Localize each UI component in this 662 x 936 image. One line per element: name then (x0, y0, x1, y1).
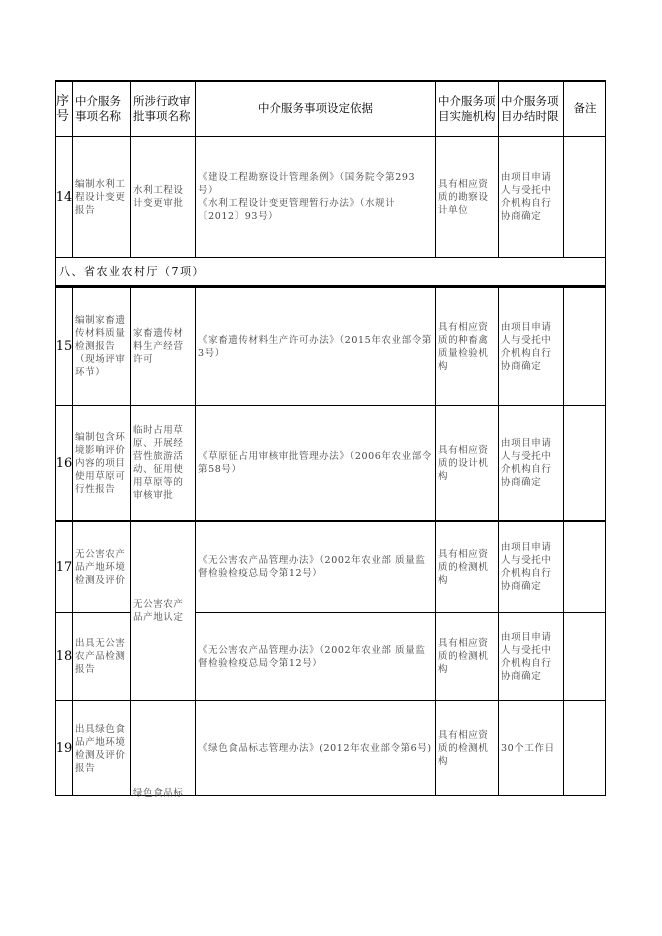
row-17-limit: 由项目申请人与受托中介机构自行协商确定 (498, 520, 563, 612)
row-16-agency: 具有相应资质的设计机构 (435, 405, 498, 520)
row-18-note (563, 612, 606, 700)
row-14-agency: 具有相应资质的勘察设计单位 (435, 136, 498, 257)
row-14-note (563, 136, 606, 257)
row-16-note (563, 405, 606, 520)
header-name: 中介服务事项名称 (72, 80, 130, 136)
row-14-name: 编制水利工程设计变更报告 (72, 136, 130, 257)
row-17-agency: 具有相应资质的检测机构 (435, 520, 498, 612)
header-approval: 所涉行政审 批事项名称 (130, 80, 195, 136)
header-agency: 中介服务项目实施机构 (435, 80, 498, 136)
row-19-name: 出具绿色食品产地环境检测及评价报告 (72, 700, 130, 796)
row-18-agency: 具有相应资质的检测机构 (435, 612, 498, 700)
row-15-approval: 家畜遗传材料生产经营许可 (130, 287, 195, 405)
row-17-name: 无公害农产品产地环境检测及评价 (72, 520, 130, 612)
row-14-basis: 《建设工程勘察设计管理条例》（国务院令第293号） 《水利工程设计变更管理暂行办法》（水规计〔2012〕93号） (195, 136, 435, 257)
row-18-name: 出具无公害农产品检测报告 (72, 612, 130, 700)
row-17-18-approval: 无公害农产品产地认定 (130, 520, 195, 700)
header-limit: 中介服务项目办结时限 (498, 80, 563, 136)
header-basis: 中介服务事项设定依据 (195, 80, 435, 136)
row-16-basis: 《草原征占用审核审批管理办法》（2006年农业部令第58号） (195, 405, 435, 520)
row-17-basis: 《无公害农产品管理办法》（2002年农业部 质量监督检验检疫总局令第12号） (195, 520, 435, 612)
row-19-approval-text: 绿色食品标 (133, 788, 184, 799)
row-17-seq: 17 (55, 520, 72, 612)
row-18-basis: 《无公害农产品管理办法》（2002年农业部 质量监督检验检疫总局令第12号） (195, 612, 435, 700)
header-seq: 序号 (55, 80, 72, 136)
row-14-seq: 14 (55, 136, 72, 257)
row-16-seq: 16 (55, 405, 72, 520)
row-15-note (563, 287, 606, 405)
row-15-basis: 《家畜遗传材料生产许可办法》（2015年农业部令第3号） (195, 287, 435, 405)
row-19-seq: 19 (55, 700, 72, 796)
row-15-seq: 15 (55, 287, 72, 405)
row-18-seq: 18 (55, 612, 72, 700)
row-15-name: 编制家畜遗传材料质量检测报告（现场评审环节） (72, 287, 130, 405)
row-17-note (563, 520, 606, 612)
row-18-limit: 由项目申请人与受托中介机构自行协商确定 (498, 612, 563, 700)
row-19-approval (130, 700, 195, 799)
row-19-agency: 具有相应资质的检测机构 (435, 700, 498, 796)
row-19-limit: 30个工作日 (498, 700, 563, 796)
row-16-limit: 由项目申请人与受托中介机构自行协商确定 (498, 405, 563, 520)
row-15-limit: 由项目申请人与受托中介机构自行协商确定 (498, 287, 563, 405)
header-note: 备注 (563, 80, 606, 136)
row-19-note (563, 700, 606, 796)
section-heading: 八、省农业农村厅（7项） (55, 257, 606, 287)
row-15-agency: 具有相应资质的种畜禽质量检验机构 (435, 287, 498, 405)
row-14-limit: 由项目申请人与受托中介机构自行协商确定 (498, 136, 563, 257)
row-19-basis: 《绿色食品标志管理办法》(2012年农业部令第6号) (195, 700, 435, 796)
row-16-approval: 临时占用草原、开展经营性旅游活动、征用使用草原等的审核审批 (130, 405, 195, 520)
row-14-approval: 水利工程设计变更审批 (130, 136, 195, 257)
row-16-name: 编制包含环境影响评价内容的项目使用草原可行性报告 (72, 405, 130, 520)
